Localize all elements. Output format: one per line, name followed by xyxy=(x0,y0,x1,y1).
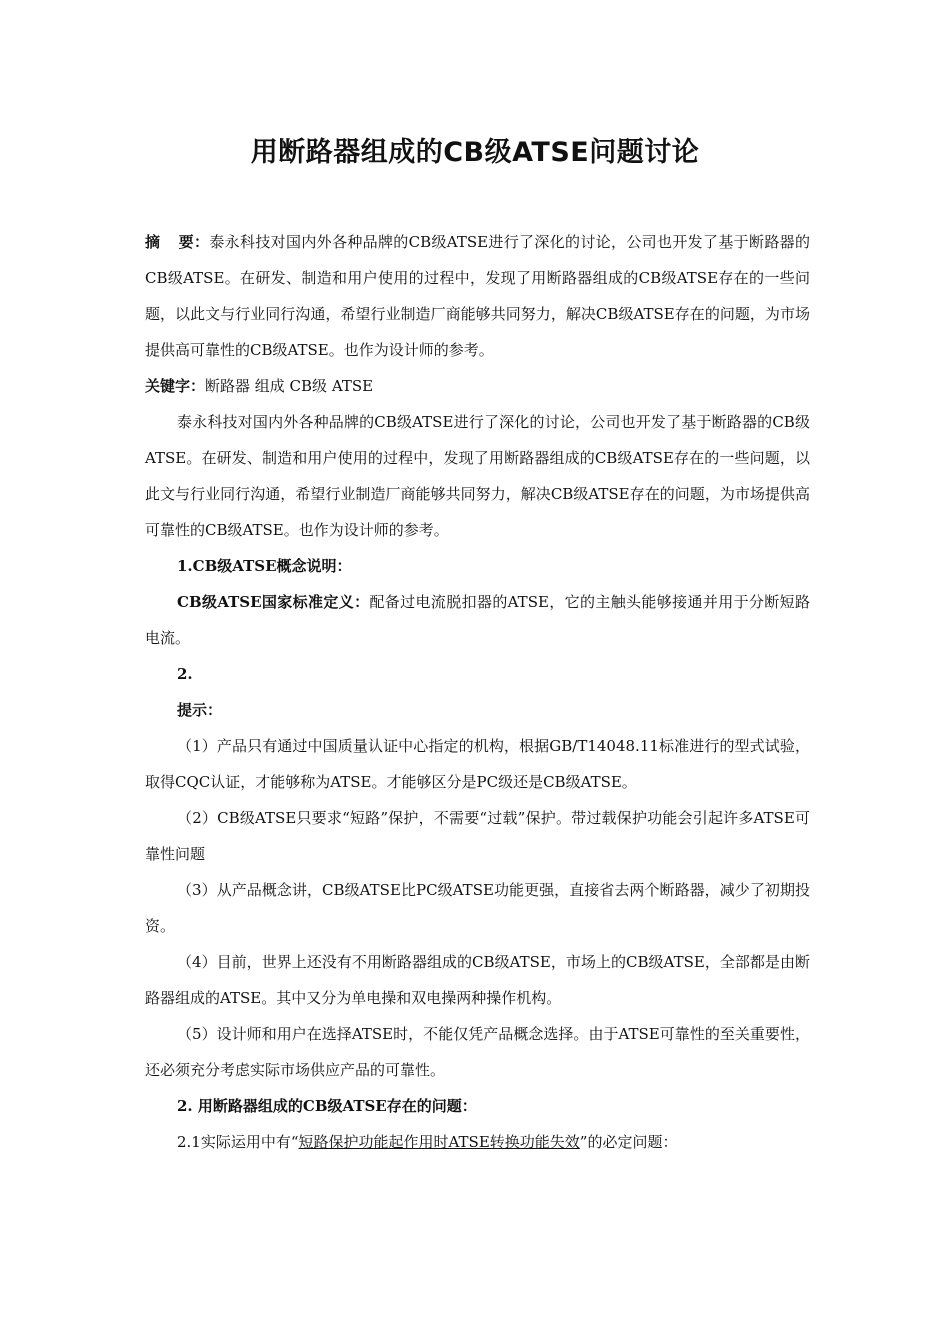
abstract-label-b: 要： xyxy=(178,233,210,251)
hint-item: （1）产品只有通过中国质量认证中心指定的机构，根据GB/T14048.11标准进行的型式试验，取得CQC认证，才能够称为ATSE。才能够区分是PC级还是CB级ATSE。 xyxy=(145,737,810,791)
abstract-label-a: 摘 xyxy=(145,233,161,251)
definition-label: CB级ATSE国家标准定义： xyxy=(177,593,370,611)
section2-1-underlined: 短路保护功能起作用时ATSE转换功能失效 xyxy=(298,1133,580,1151)
abstract-paragraph xyxy=(145,224,810,368)
abstract-text: 泰永科技对国内外各种品牌的CB级ATSE进行了深化的讨论，公司也开发了基于断路器的CB级ATSE。在研发、制造和用户使用的过程中，发现了用断路器组成的CB级ATSE存在的一些问题，以此文与行业同行沟通，希望行业制造厂商能够共同努力，解决CB级ATSE存在的问题，为市场提供高可靠性的CB级ATSE。也作为设计师的参考。 xyxy=(145,233,810,359)
hint-item: （4）目前，世界上还没有不用断路器组成的CB级ATSE，市场上的CB级ATSE，全部都是由断路器组成的ATSE。其中又分为单电操和双电操两种操作机构。 xyxy=(145,953,810,1007)
document-body xyxy=(145,224,810,1160)
definition-paragraph xyxy=(145,584,810,656)
hint-item: （5）设计师和用户在选择ATSE时，不能仅凭产品概念选择。由于ATSE可靠性的至关重要性，还必须充分考虑实际市场供应产品的可靠性。 xyxy=(145,1025,810,1079)
section2-1-suffix: ”的必定问题： xyxy=(579,1133,678,1151)
keywords-text: 断路器 组成 CB级 ATSE xyxy=(205,377,374,395)
definition-text: 配备过电流脱扣器的ATSE，它的主触头能够接通并用于分断短路电流。 xyxy=(145,593,810,647)
keywords-line xyxy=(145,368,810,404)
section2-heading: 2. 用断路器组成的CB级ATSE存在的问题： xyxy=(177,1097,477,1115)
section2-1-line xyxy=(145,1124,810,1160)
hint-item: （2）CB级ATSE只要求“短路”保护，不需要“过载”保护。带过载保护功能会引起许多ATSE可靠性问题 xyxy=(145,809,810,863)
section1-heading: 1.CB级ATSE概念说明： xyxy=(177,557,352,575)
section2-1-prefix: 2.1实际运用中有“ xyxy=(177,1133,299,1151)
document-title: 用断路器组成的CB级ATSE问题讨论 xyxy=(250,137,700,168)
item2-label: 2. xyxy=(177,665,193,683)
hint-item: （3）从产品概念讲，CB级ATSE比PC级ATSE功能更强，直接省去两个断路器，减少了初期投资。 xyxy=(145,881,810,935)
intro-paragraph: 泰永科技对国内外各种品牌的CB级ATSE进行了深化的讨论，公司也开发了基于断路器的CB级ATSE。在研发、制造和用户使用的过程中，发现了用断路器组成的CB级ATSE存在的一些问题，以此文与行业同行沟通，希望行业制造厂商能够共同努力，解决CB级ATSE存在的问题，为市场提供高可靠性的CB级ATSE。也作为设计师的参考。 xyxy=(145,413,810,539)
hint-label: 提示： xyxy=(177,701,223,719)
keywords-label: 关键字： xyxy=(145,377,206,395)
